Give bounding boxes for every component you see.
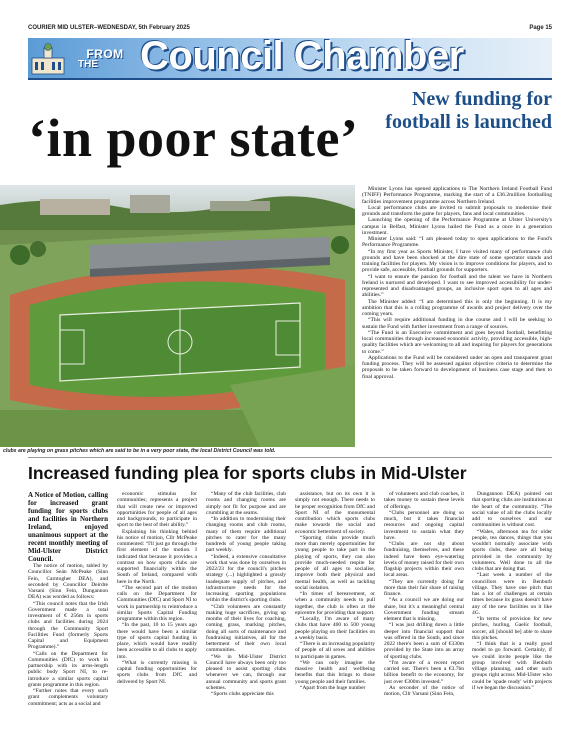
photo-caption: clubs are playing on grass pitches which are said to be in a very poor state, the local District Council was told.	[3, 448, 276, 454]
body-paragraph: As seconder of the notice of motion, Cllr Varsani (Sinn Fein,	[384, 684, 464, 697]
side-story-paragraph: Minister Lyons has opened applications to The Northern Ireland Football Fund (TNIFF) Performance Programme, marking the start of a £36.2million footballing facilities improvement programme across Northern Ireland.	[362, 186, 552, 205]
body-paragraph: “I'm aware of a recent report carried out. There's been a €3.7bn billion benefit to the economy, for just over €300m invested.”	[384, 659, 464, 685]
body-paragraph: “Further notes that every such grant complements voluntary commitment; acts as a social and	[28, 688, 108, 707]
body-paragraph: “In times of bereavement, or when a community needs to pull together, the club is often at the epicentre for providing that support.	[295, 591, 375, 616]
stadium-photo	[0, 185, 355, 447]
body-paragraph: “Wales, afternoon tea for older people, tea dances, things that you wouldn't normally associate with sports clubs, these are all being provided in the community by volunteers. Well done to all the clubs that are doing that.	[472, 528, 552, 572]
main-headline: ‘in poor state’	[28, 108, 359, 168]
text-column	[206, 491, 286, 728]
body-paragraph: “Locally, I'm aware of many clubs that have 400 to 500 young people playing on their facilities on a weekly basis.	[295, 616, 375, 641]
text-column	[28, 491, 108, 728]
section-banner	[28, 38, 552, 80]
side-story-paragraph: “I want to ensure the passion for football and the talent we have in Northern Ireland is nurtured and developed. I want to see improved accessibility for under-represented and disadvantaged groups, an inclusive sport open to all ages and abilities.”	[362, 273, 552, 299]
banner-title: Council Chamber	[140, 38, 464, 78]
text-column	[117, 491, 197, 728]
body-paragraph: “This council notes that the Irish Government made a total investment of € 256m in sports clubs and facilities during 2024 through the Community Sport Facilities Fund (formerly Sports Capital and Equipment Programme).”	[28, 600, 108, 651]
publication-line: COURIER MID ULSTER–WEDNESDAY, 5th February 2025	[28, 25, 190, 31]
body-paragraph: “Calls on the Department for Communities (DfC) to work in partnership with its arms-length public body Sport NI, to re-introduce a similar sports capital grants programme in this region.	[28, 650, 108, 688]
story-subheadline: Increased funding plea for sports clubs in Mid-Ulster	[28, 463, 467, 483]
banner-from: FROM	[86, 47, 124, 61]
body-paragraph: of volunteers and club coaches, it takes money to sustain these levels of offerings.	[384, 491, 464, 510]
body-paragraph: “In terms of provision for new pitches, hurling, Gaelic football, soccer, all [should be] able to share this pitches.	[472, 616, 552, 641]
stadium-aerial-image	[0, 185, 355, 447]
body-paragraph: assistance, but on its own it is simply not enough. There needs to be proper recognition from DfC and Sport NI of the monumental contribution which sports clubs make towards the social and economic betterment of society.	[295, 491, 375, 535]
side-story-paragraph: Minister Lyons said: “I am pleased today to open applications to the Fund's Performance Programme.	[362, 236, 552, 249]
body-paragraph: economic stimulus for communities; represents a project that will create new or improved opportunities for people of all ages and backgrounds, to participate in sport to the best of their ability.”	[117, 491, 197, 529]
body-paragraph: “Sports clubs appreciate this	[211, 691, 274, 697]
body-paragraph: “Many of the club facilities, club rooms and changing rooms are simply not fit for purpose and are crumbling at the seams.	[206, 491, 286, 516]
body-paragraph: “In the past, 10 to 15 years ago there would have been a similar type of sports capital funding in place, which would have readily been accessible to all clubs to apply into.	[117, 622, 197, 660]
side-story-headline: New funding for football is launched	[385, 88, 552, 133]
section-divider	[28, 457, 552, 458]
side-story-paragraph: The Minister added: “I am determined this is only the beginning. It is my ambition that this is a rolling programme of awards and project delivery over the coming years.	[362, 298, 552, 317]
body-paragraph: “They are currently doing far more than their fair share of raising finance.	[384, 578, 464, 597]
body-paragraph: “Indeed, a extensive consultative work that was done by ourselves in 2022/23 for the council's pitches strategy (...) highlighted a grossly inadequate supply of pitches, and infrastructure needs for the increasing sporting populations within the district's sporting clubs.	[206, 553, 286, 604]
body-paragraph: “I think that is a really good model to go forward. Certainly, if we could invite people like the group involved with Benburb village planning, and other such groups right across Mid-Ulster who could be 'spade ready' with projects if we began the discussion.”	[472, 641, 552, 691]
body-paragraph: “Club volunteers are constantly making huge sacrifices, giving up months of their lives for coaching, coming grass, marking pitches, doing all sorts of maintenance and fundraising initiatives, all for the betterment of their own local communities.	[206, 603, 286, 654]
text-column	[295, 491, 375, 728]
body-paragraph: “We can only imagine the massive health and wellbeing benefits that this brings to those young people and their families.	[295, 659, 375, 685]
text-column	[384, 491, 464, 728]
body-paragraph: “I was just drilling down a little deeper into financial support that was offered in the South, and since 2022 there's been a sum of €330m provided by the State into an array of sporting clubs.	[384, 622, 464, 660]
side-story-paragraph: “In my first year as Sports Minister, I have visited many of performance club grounds and have been shocked at the dire state of some spectator stands and training facilities for players. My vision is to improve conditions for players, and to provide safe, accessible, football grounds for supporters.	[362, 248, 552, 274]
body-paragraph: “As a council we are doing our share, but it's a meaningful central Government funding stream element that is missing.	[384, 597, 464, 622]
body-paragraph: “Last week a number of the councillors were in Benburb village. They have one pitch that has a lot of challenges at certain times because its grass doesn't have any of the new facilities on it like 4G.	[472, 572, 552, 616]
body-paragraph: Explaining his thinking behind his notice of motion, Cllr McPeake commented: “I'll just go through the first element of the motion. I indicated that because it provides a contrast on how sports clubs are supported financially within the South of Ireland, compared with here in the North.	[117, 528, 197, 585]
body-paragraph: The notice of motion, tabled by Councillor Seán McPeake (Sinn Fein, Carntogher DEA), and seconded by Councillor Deirdre Varsani (Sinn Fein, Dungannon DEA) was worded as follows:	[28, 563, 108, 601]
page-header	[28, 24, 552, 34]
side-story-paragraph: “This will require additional funding in due course and I will be seeking to sustain the Fund with further investment from a range of sources.	[362, 317, 552, 330]
body-paragraph: Dungannon DEA) pointed out that sporting clubs are institutions at the heart of the community. “The social value of all the clubs locally add to ourselves and our communities is without cost.	[472, 491, 552, 529]
body-paragraph: “Apart from the huge number	[300, 684, 366, 691]
body-paragraph: “What is currently missing is capital funding opportunities for sports clubs from DfC and delivered by Sport NI.	[117, 659, 197, 685]
banner-the: THE	[78, 59, 98, 70]
text-column	[472, 491, 552, 728]
body-paragraph: “There is an increasing popularity of people of all sexes and abilities to participate in games.	[295, 641, 375, 660]
side-story-paragraph: Local performance clubs are invited to submit proposals to modernise their grounds and transform the game for players, fans and local communities.	[362, 204, 552, 217]
side-story-body	[362, 186, 552, 449]
side-story-paragraph: Launching the opening of the Performance Programme at Ulster University's campus in Belfast, Minister Lyons hailed the Fund as a once in a generation investment.	[362, 217, 552, 236]
body-paragraph: “The second part of the motion calls on the Department for Communities (DfC) and Sport NI to work in partnership to reintroduce a similar Sports Capital Funding programme within this region.	[117, 584, 197, 622]
lead-paragraph: A Notice of Motion, calling for increased grant funding for sports clubs and facilities in Northern Ireland, enjoyed unanimous support at the recent monthly meeting of Mid-Ulster District Council.	[28, 491, 108, 563]
body-paragraph: “Clubs are not shy about fundraising, themselves, and these indeed have been eye-watering levels of money raised for their own flagship projects within their own local areas.	[384, 541, 464, 579]
body-paragraph: “Sporting clubs provide much more than merely opportunities for young people to take part in the playing of sports, they can also provide much-needed respite for people of all ages to socialise, improve both their physical and mental health, as well as tackling social isolation.	[295, 534, 375, 591]
body-paragraph: “In addition to modernising their changing rooms and club rooms, many of them require additional pitches to cater for the many hundreds of young people taking part weekly.	[206, 516, 286, 554]
city-hall-icon	[30, 42, 66, 76]
side-story-paragraph: Applications to the Fund will be considered under an open and transparent grant funding process. They will be assessed against objective criteria to determine the proposals to be taken forward to development of business case stage and then to final approval.	[362, 354, 552, 380]
body-paragraph: “We in Mid-Ulster District Council have always been only too pleased to assist sporting clubs whenever we can, through our annual community and sports grant schemes.	[206, 653, 286, 691]
side-story-paragraph: “The Fund is an Executive commitment and goes beyond football, benefitting local communities through increased economic activity, providing accessible, high-quality facilities which are welcoming to all and inspiring for players for generations to come.”	[362, 329, 552, 355]
story-columns	[28, 491, 552, 728]
body-paragraph: “Clubs personnel are doing so much, but it takes financial resources and ongoing capital investment to sustain what they have.	[384, 509, 464, 541]
page-number: Page 15	[529, 25, 552, 31]
